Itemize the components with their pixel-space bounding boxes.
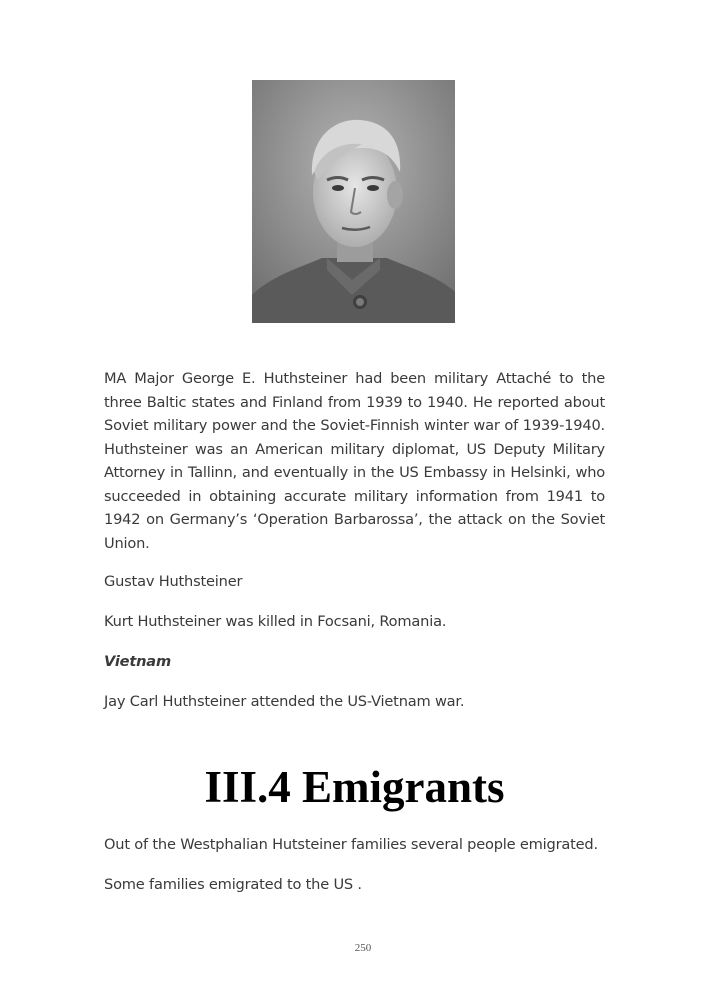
note-paragraph: Kurt Huthsteiner was killed in Focsani, Romania.: [104, 613, 447, 630]
portrait-photo: [252, 80, 455, 323]
page-number: 250: [354, 942, 372, 954]
subheading-vietnam: Vietnam: [104, 653, 171, 670]
section-heading: III.4 Emigrants: [204, 762, 505, 812]
section-paragraph: Out of the Westphalian Hutsteiner families several people emigrated.: [104, 836, 598, 853]
note-paragraph: Jay Carl Huthsteiner attended the US-Vietnam war.: [104, 693, 465, 710]
name-line: Gustav Huthsteiner: [104, 573, 243, 590]
section-paragraph: Some families emigrated to the US .: [104, 876, 362, 893]
biography-paragraph: MA Major George E. Huthsteiner had been military Attaché to the three Baltic states and Finland from 1939 to 1940. He reported about Soviet military power and the Soviet-Finnish winter war of 1939-1940. Huthsteiner was an American military diplomat, US Deputy Military Attorney in Tallinn, and eventually in the US Embassy in Helsinki, who succeeded in obtaining accurate military information from 1941 to 1942 on Germany’s ‘Operation Barbarossa’, the attack on the Soviet Union.: [104, 370, 605, 552]
